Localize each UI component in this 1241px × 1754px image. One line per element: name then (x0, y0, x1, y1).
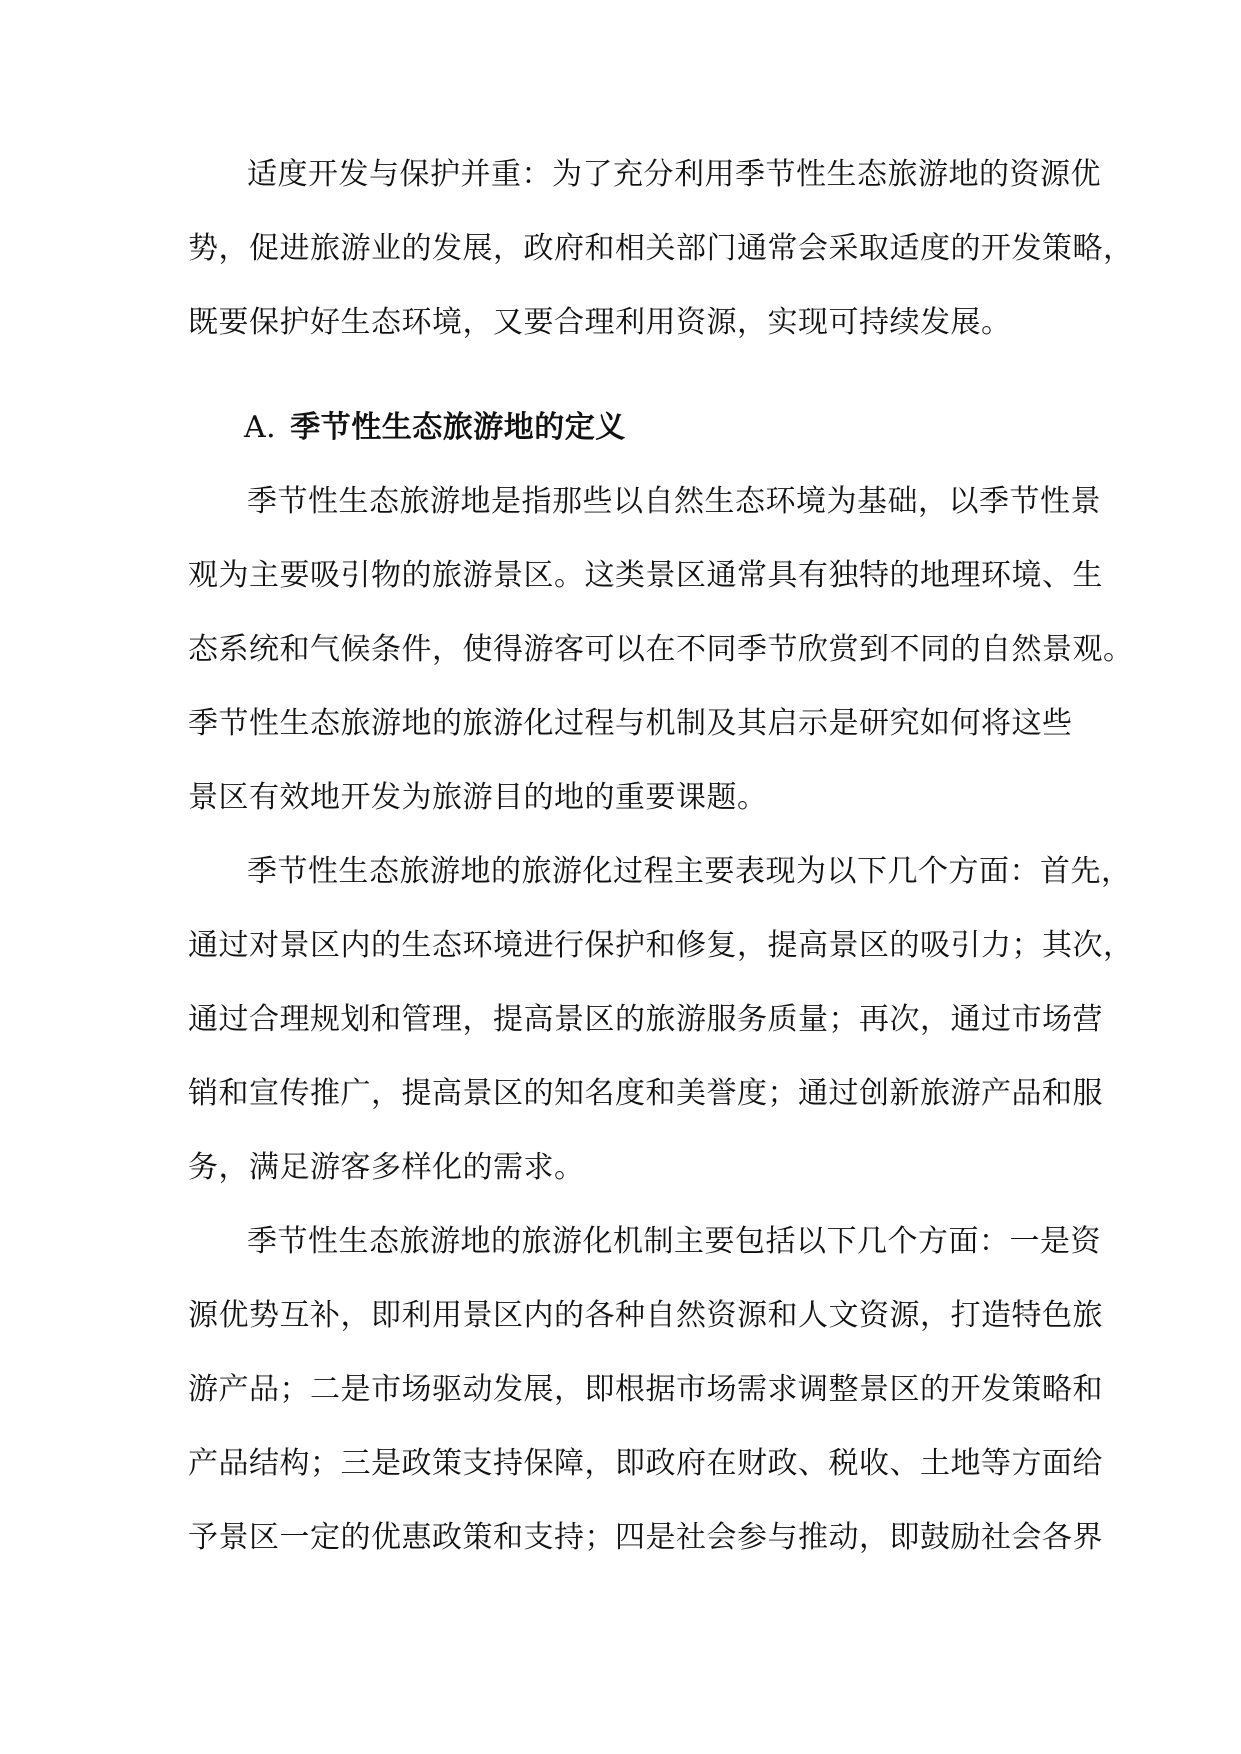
paragraph-2-line-1: 季节性生态旅游地是指那些以自然生态环境为基础，以季节性景 (247, 484, 1101, 519)
section-heading (244, 408, 626, 448)
section-heading-marker: A. (244, 410, 277, 445)
paragraph-1-line-1: 适度开发与保护并重：为了充分利用季节性生态旅游地的资源优 (247, 157, 1101, 192)
paragraph-3-line-2: 通过对景区内的生态环境进行保护和修复，提高景区的吸引力；其次， (188, 928, 1134, 963)
paragraph-3-line-4: 销和宣传推广，提高景区的知名度和美誉度；通过创新旅游产品和服 (188, 1076, 1103, 1111)
paragraph-4-line-5: 予景区一定的优惠政策和支持；四是社会参与推动，即鼓励社会各界 (188, 1520, 1103, 1555)
paragraph-1-line-2: 势，促进旅游业的发展，政府和相关部门通常会采取适度的开发策略， (188, 231, 1134, 266)
paragraph-3-line-3: 通过合理规划和管理，提高景区的旅游服务质量；再次，通过市场营 (188, 1002, 1103, 1037)
section-heading-title: 季节性生态旅游地的定义 (290, 410, 626, 445)
paragraph-4-line-3: 游产品；二是市场驱动发展，即根据市场需求调整景区的开发策略和 (188, 1372, 1103, 1407)
paragraph-3-line-1: 季节性生态旅游地的旅游化过程主要表现为以下几个方面：首先， (247, 854, 1132, 889)
paragraph-2-line-2: 观为主要吸引物的旅游景区。这类景区通常具有独特的地理环境、生 (188, 558, 1103, 593)
paragraph-2-line-4: 季节性生态旅游地的旅游化过程与机制及其启示是研究如何将这些 (188, 706, 1073, 741)
paragraph-4-line-2: 源优势互补，即利用景区内的各种自然资源和人文资源，打造特色旅 (188, 1298, 1103, 1333)
paragraph-2-line-3: 态系统和气候条件，使得游客可以在不同季节欣赏到不同的自然景观。 (188, 632, 1134, 667)
paragraph-1-line-3: 既要保护好生态环境，又要合理利用资源，实现可持续发展。 (188, 305, 1012, 340)
paragraph-4-line-4: 产品结构；三是政策支持保障，即政府在财政、税收、土地等方面给 (188, 1446, 1103, 1481)
paragraph-2-line-5: 景区有效地开发为旅游目的地的重要课题。 (188, 780, 768, 815)
paragraph-4-line-1: 季节性生态旅游地的旅游化机制主要包括以下几个方面：一是资 (247, 1224, 1101, 1259)
paragraph-3-line-5: 务，满足游客多样化的需求。 (188, 1150, 585, 1185)
